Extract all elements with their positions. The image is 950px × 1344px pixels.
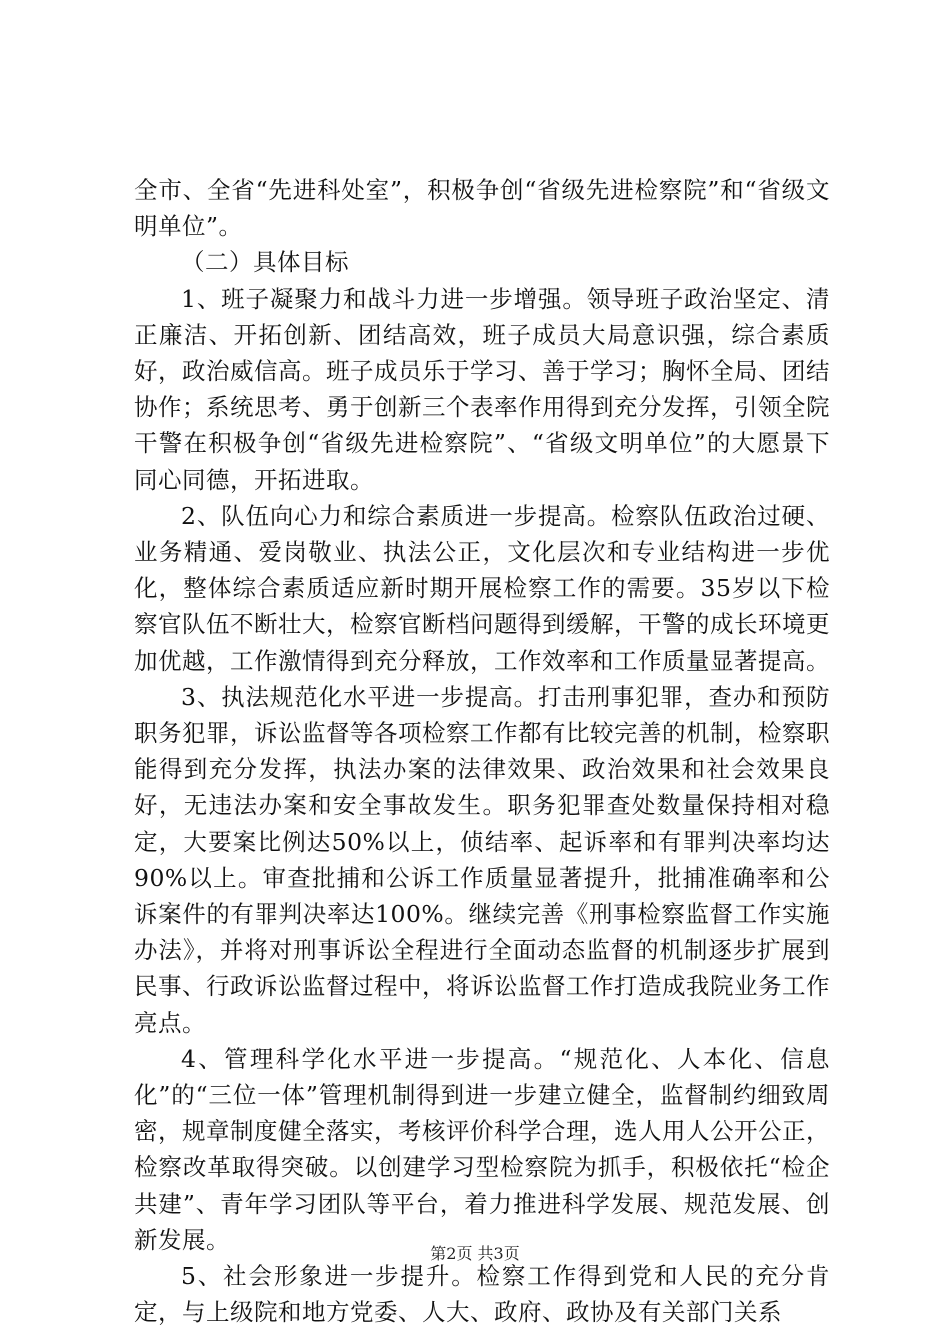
page-footer bbox=[0, 1241, 950, 1264]
paragraph-goal-4: 4、管理科学化水平进一步提高。“规范化、人本化、信息化”的“三位一体”管理机制得到进一步建立健全，监督制约细致周密，规章制度健全落实，考核评价科学合理，选人用人公开公正，检察改革取得突破。以创建学习型检察院为抓手，积极依托“检企共建”、青年学习团队等平台，着力推进科学发展、规范发展、创新发展。 bbox=[134, 1044, 830, 1254]
paragraph-continuation: 全市、全省“先进科处室”，积极争创“省级先进检察院”和“省级文明单位”。 bbox=[134, 176, 830, 241]
section-subheading: （二）具体目标 bbox=[181, 248, 349, 277]
paragraph-goal-3: 3、执法规范化水平进一步提高。打击刑事犯罪，查办和预防职务犯罪，诉讼监督等各项检察工作都有比较完善的机制，检察职能得到充分发挥，执法办案的法律效果、政治效果和社会效果良好，无违法办案和安全事故发生。职务犯罪查处数量保持相对稳定，大要案比例达50%以上，侦结率、起诉率和有罪判决率均达90%以上。审查批捕和公诉工作质量显著提升，批捕准确率和公诉案件的有罪判决率达100%。继续完善《刑事检察监督工作实施办法》，并将对刑事诉讼全程进行全面动态监督的机制逐步扩展到民事、行政诉讼监督过程中，将诉讼监督工作打造成我院业务工作亮点。 bbox=[134, 682, 830, 1037]
paragraph-goal-5: 5、社会形象进一步提升。检察工作得到党和人民的充分肯定，与上级院和地方党委、人大、政府、政协及有关部门关系 bbox=[134, 1262, 830, 1327]
page-number: 第2页 共3页 bbox=[430, 1244, 520, 1263]
document-body bbox=[134, 172, 830, 1331]
paragraph-goal-1: 1、班子凝聚力和战斗力进一步增强。领导班子政治坚定、清正廉洁、开拓创新、团结高效，班子成员大局意识强，综合素质好，政治威信高。班子成员乐于学习、善于学习；胸怀全局、团结协作；系统思考、勇于创新三个表率作用得到充分发挥，引领全院干警在积极争创“省级先进检察院”、“省级文明单位”的大愿景下同心同德，开拓进取。 bbox=[134, 284, 830, 494]
paragraph-goal-2: 2、队伍向心力和综合素质进一步提高。检察队伍政治过硬、业务精通、爱岗敬业、执法公正，文化层次和专业结构进一步优化，整体综合素质适应新时期开展检察工作的需要。35岁以下检察官队伍不断壮大，检察官断档问题得到缓解，干警的成长环境更加优越，工作激情得到充分释放，工作效率和工作质量显著提高。 bbox=[134, 501, 830, 675]
